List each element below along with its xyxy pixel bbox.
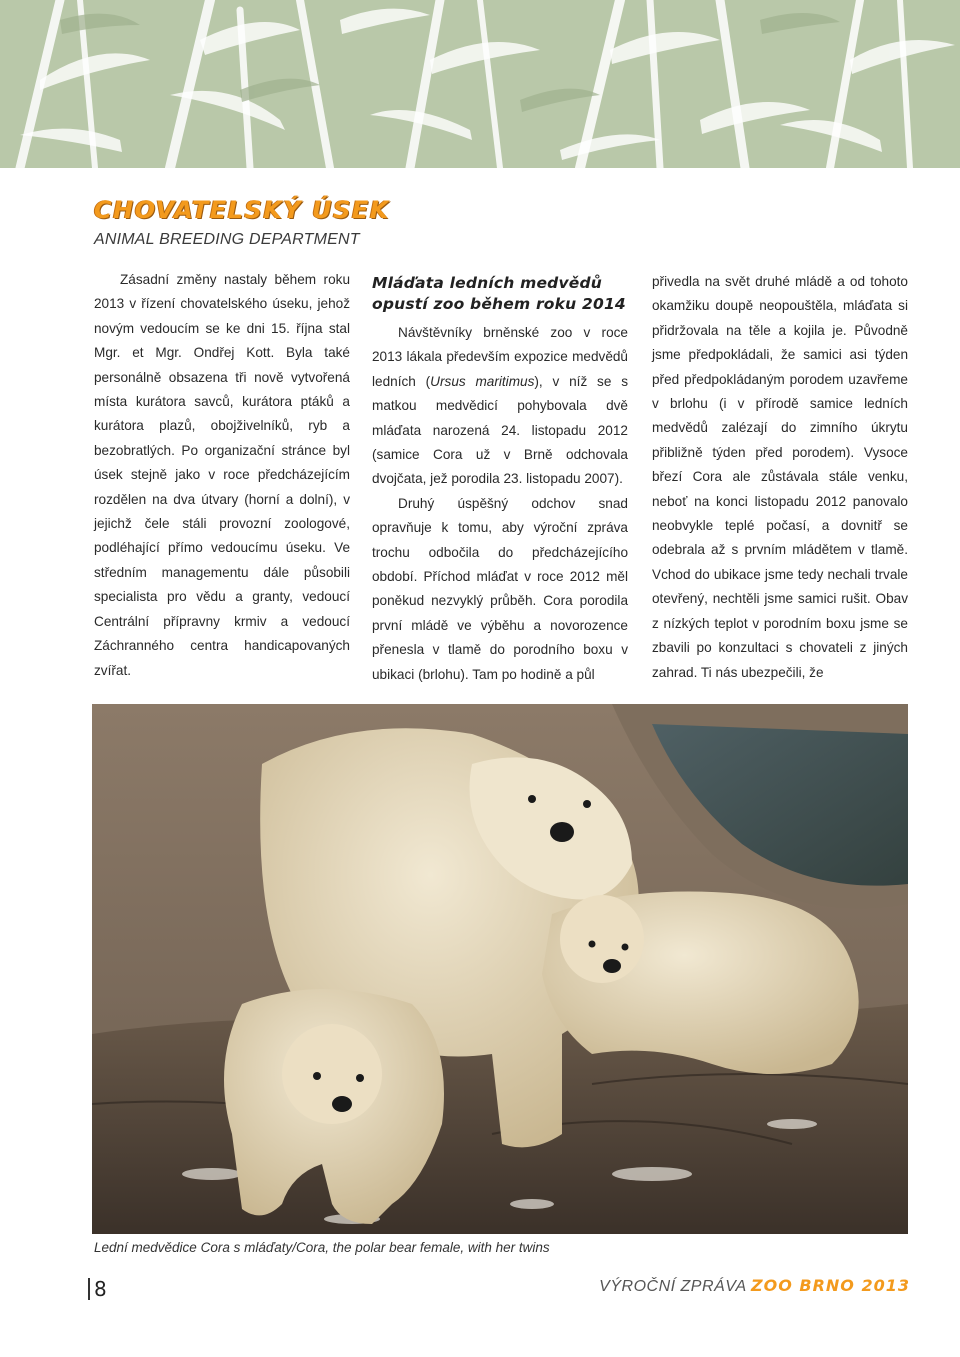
paragraph-1-text-start: Návštěvníky brněnské zoo v roce 2013 lákala především expozice medvědů ledních ( <box>372 325 628 389</box>
report-label: VÝROČNÍ ZPRÁVA <box>599 1278 747 1295</box>
column-1-paragraph: Zásadní změny nastaly během roku 2013 v řízení chovatelského úseku, jehož novým vedoucím se ke dni 15. října stal Mgr. et Mgr. Ondřej Kott. Byla také personálně obsazena tři nově vytvořená místa kurátora savců, kurátora ptáků a kurátora plazů, obojživelníků, ryb a bezobratlých. Po organizační stránce byl úsek stejně jako v roce předcházejícím rozdělen na dva útvary (horní a dolní), v jejichž čele stáli provozní zoologové, podléhající přímo vedoucímu úseku. Ve středním managementu dále působili specialista pro vědu a granty, vedoucí Centrální přípravny krmiv a vedoucí Záchranného centra handicapovaných zvířat. <box>94 272 350 678</box>
column-1 <box>94 268 350 683</box>
section-subtitle: ANIMAL BREEDING DEPARTMENT <box>94 231 360 248</box>
species-name: Ursus maritimus <box>430 373 535 389</box>
bamboo-pattern-icon <box>0 0 960 168</box>
polar-bears-photo <box>92 704 908 1234</box>
footer-title <box>599 1276 910 1296</box>
paragraph-1-text-end: ), v níž se s matkou medvědicí pohybovala dvě mláďata narozená 24. listopadu 2012 (samice Cora už v Brně odchovala dvojčata, jež porodila 23. listopadu 2007). <box>372 373 629 487</box>
column-2-paragraph-2: Druhý úspěšný odchov snad opravňuje k tomu, aby výroční zpráva trochu odbočila do předcházejícího období. Příchod mláďat v roce 2012 měl poněkud nezvyklý průběh. Cora porodila první mládě ve výběhu a novorozence přenesla v tlamě do porodního boxu v ubikaci (brlohu). Tam po hodině a půl <box>372 495 628 682</box>
page-number: 8 <box>88 1278 107 1300</box>
article-heading: Mláďata ledních medvědů opustí zoo během roku 2014 <box>372 274 626 313</box>
column-3-paragraph: přivedla na svět druhé mládě a od tohoto okamžiku doupě neopouštěla, mláďata si přidržovala na těle a kojila je. Původně jsme předpokládali, že samici asi týden před předpokládaným porodem uzavřeme v brlohu (i v přírodě samice ledních medvědů zalézají do zimního úkrytu přibližně týden před porodem). Vysoce březí Cora ale zůstávala stále venku, neboť na konci listopadu 2012 panovalo neobvykle teplé počasí, a dovnitř se odebrala až s prvním mládětem v tlamě. Vchod do ubikace jsme tedy nechali trvale otevřený, nechtěli jsme samici rušit. Obav z nízkých teplot v porodním boxu jsme se zbavili po konzultaci s chovateli z jiných zahrad. Ti nás ubezpečili, že <box>652 274 908 680</box>
polar-bears-image <box>92 704 908 1234</box>
column-3 <box>652 270 908 685</box>
bamboo-banner <box>0 0 960 168</box>
column-2-paragraph-1 <box>372 321 628 492</box>
footer-brand: ZOO BRNO 2013 <box>751 1276 910 1295</box>
photo-caption: Lední medvědice Cora s mláďaty/Cora, the polar bear female, with her twins <box>94 1240 550 1255</box>
column-2 <box>372 273 628 687</box>
section-title: CHOVATELSKÝ ÚSEK <box>94 196 390 224</box>
